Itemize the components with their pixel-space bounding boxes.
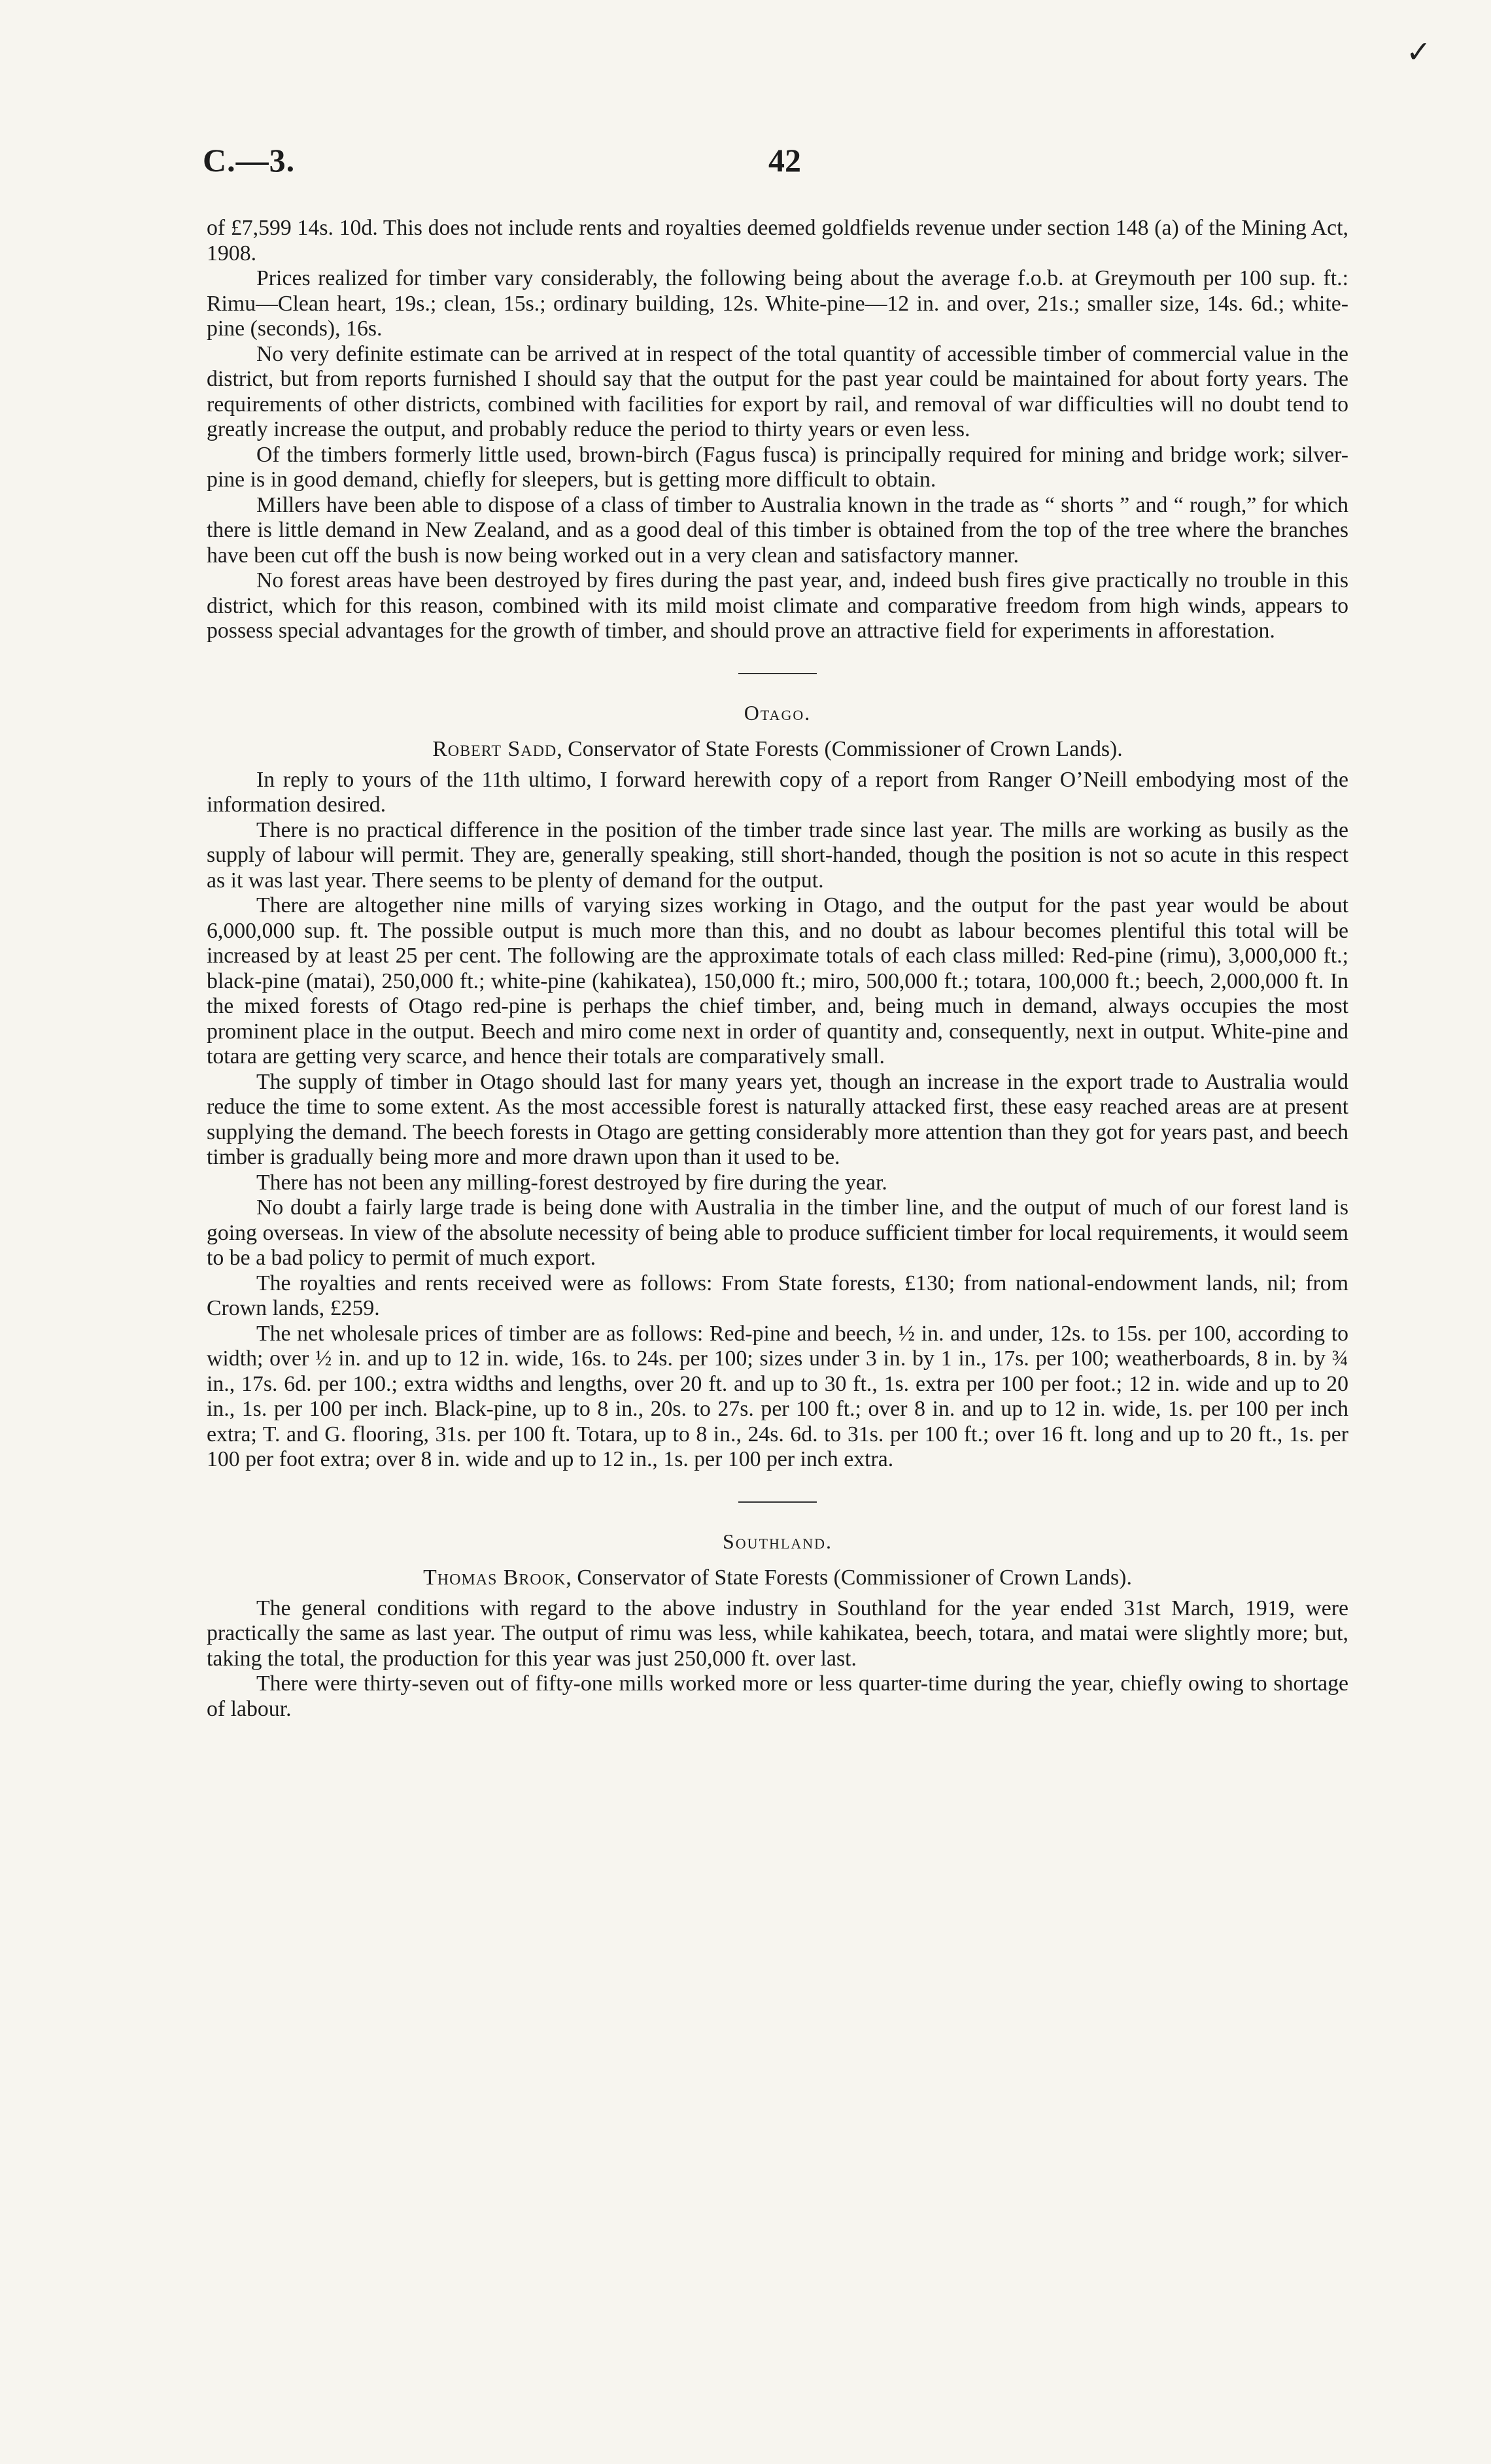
southland-section (207, 1529, 1348, 1722)
paragraph: The general conditions with regard to the above industry in Southland for the year ended 31st March, 1919, were practically the same as last year. The output of rimu was less, while kahikatea, beech, totara, and matai were slightly more; but, taking the total, the production for this year was just 250,000 ft. over last. (207, 1596, 1348, 1671)
paragraph: The net wholesale prices of timber are as follows: Red-pine and beech, ½ in. and under, 12s. to 15s. per 100, according to width; over ½ in. and up to 12 in. wide, 16s. to 24s. per 100; sizes under 3 in. by 1 in., 17s. per 100; weatherboards, 8 in. by ¾ in., 17s. 6d. per 100.; extra widths and lengths, over 20 ft. and up to 30 ft., 1s. extra per 100 per foot.; 12 in. wide and up to 20 in., 1s. per 100 per inch. Black-pine, up to 8 in., 20s. to 27s. per 100 ft.; over 8 in. and up to 12 in. wide, 1s. per 100 per inch extra; T. and G. flooring, 31s. per 100 ft. Totara, up to 8 in., 24s. 6d. to 31s. per 100 ft.; over 16 ft. long and up to 20 ft., 1s. per 100 per foot extra; over 8 in. wide and up to 12 in., 1s. per 100 per inch extra. (207, 1321, 1348, 1471)
author-name: Robert Sadd (432, 737, 557, 761)
page-body (207, 216, 1348, 1722)
paragraph: No very definite estimate can be arrived at in respect of the total quantity of accessible timber of commercial value in the district, but from reports furnished I should say that the output for the past year could be maintained for about forty years. The requirements of other districts, combined with facilities for export by rail, and removal of war difficulties will no doubt tend to greatly increase the output, and probably reduce the period to thirty years or even less. (207, 341, 1348, 441)
paragraph: There were thirty-seven out of fifty-one mills worked more or less quarter-time during the year, chiefly owing to shortage of labour. (207, 1671, 1348, 1721)
paragraph: of £7,599 14s. 10d. This does not include rents and royalties deemed goldfields revenue under section 148 (a) of the Mining Act, 1908. (207, 216, 1348, 265)
section-divider (738, 673, 817, 674)
report-reference: C.—3. (203, 142, 296, 179)
paragraph: The royalties and rents received were as follows: From State forests, £130; from national-endowment lands, nil; from Crown lands, £259. (207, 1271, 1348, 1320)
paragraph: Millers have been able to dispose of a class of timber to Australia known in the trade as “ shorts ” and “ rough,” for which there is little demand in New Zealand, and as a good deal of this timber is obtained from the top of the tree where the branches have been cut off the bush is now being worked out in a very clean and satisfactory manner. (207, 492, 1348, 568)
paragraph: Prices realized for timber vary considerably, the following being about the average f.o.b. at Greymouth per 100 sup. ft.: Rimu—Clean heart, 19s.; clean, 15s.; ordinary building, 12s. White-pine—12 in. and over, 21s.; smaller size, 14s. 6d.; white-pine (seconds), 16s. (207, 266, 1348, 341)
page-header (203, 141, 1348, 194)
section-divider (738, 1501, 817, 1503)
section-heading: Otago. (744, 700, 812, 725)
otago-section (207, 700, 1348, 1473)
westland-section-continuation (207, 216, 1348, 644)
section-byline (207, 1566, 1348, 1591)
paragraph: There are altogether nine mills of varying sizes working in Otago, and the output for the past year would be about 6,000,000 sup. ft. The possible output is much more than this, and no doubt as labour becomes plentiful this total will be increased by at least 25 per cent. The following are the approximate totals of each class milled: Red-pine (rimu), 3,000,000 ft.; black-pine (matai), 250,000 ft.; white-pine (kahikatea), 150,000 ft.; miro, 500,000 ft.; totara, 100,000 ft.; beech, 2,000,000 ft. In the mixed forests of Otago red-pine is perhaps the chief timber, and, being much in demand, always occupies the most prominent place in the output. Beech and miro come next in order of quantity and, consequently, next in output. White-pine and totara are getting very scarce, and hence their totals are comparatively small. (207, 893, 1348, 1069)
section-heading: Southland. (723, 1529, 832, 1553)
paragraph: There is no practical difference in the position of the timber trade since last year. The mills are working as busily as the supply of labour will permit. They are, generally speaking, still short-handed, though the position is not so acute in this respect as it was last year. There seems to be plenty of demand for the output. (207, 817, 1348, 893)
paragraph: There has not been any milling-forest destroyed by fire during the year. (256, 1170, 887, 1195)
section-byline (207, 737, 1348, 762)
author-title: , Conservator of State Forests (Commissioner of Crown Lands). (566, 1566, 1132, 1590)
author-name: Thomas Brook (423, 1566, 566, 1590)
paragraph: In reply to yours of the 11th ultimo, I forward herewith copy of a report from Ranger O’Neill embodying most of the information desired. (207, 767, 1348, 817)
paragraph: No forest areas have been destroyed by fires during the past year, and, indeed bush fires give practically no trouble in this district, which for this reason, combined with its mild moist climate and comparative freedom from high winds, appears to possess special advantages for the growth of timber, and should prove an attractive field for experiments in afforestation. (207, 568, 1348, 643)
paragraph: The supply of timber in Otago should last for many years yet, though an increase in the export trade to Australia would reduce the time to some extent. As the most accessible forest is naturally attacked first, these easy reached areas are at present supplying the demand. The beech forests in Otago are getting considerably more attention than they got for years past, and beech timber is gradually being more and more drawn upon than it used to be. (207, 1069, 1348, 1169)
corner-check-mark: ✓ (1406, 34, 1431, 69)
paragraph: No doubt a fairly large trade is being done with Australia in the timber line, and the output of much of our forest land is going overseas. In view of the absolute necessity of being able to produce sufficient timber for local requirements, it would seem to be a bad policy to permit of much export. (207, 1195, 1348, 1270)
paragraph: Of the timbers formerly little used, brown-birch (Fagus fusca) is principally required for mining and bridge work; silver-pine is in good demand, chiefly for sleepers, but is getting more difficult to obtain. (207, 442, 1348, 492)
page-number: 42 (768, 142, 801, 179)
author-title: , Conservator of State Forests (Commissioner of Crown Lands). (557, 737, 1123, 761)
